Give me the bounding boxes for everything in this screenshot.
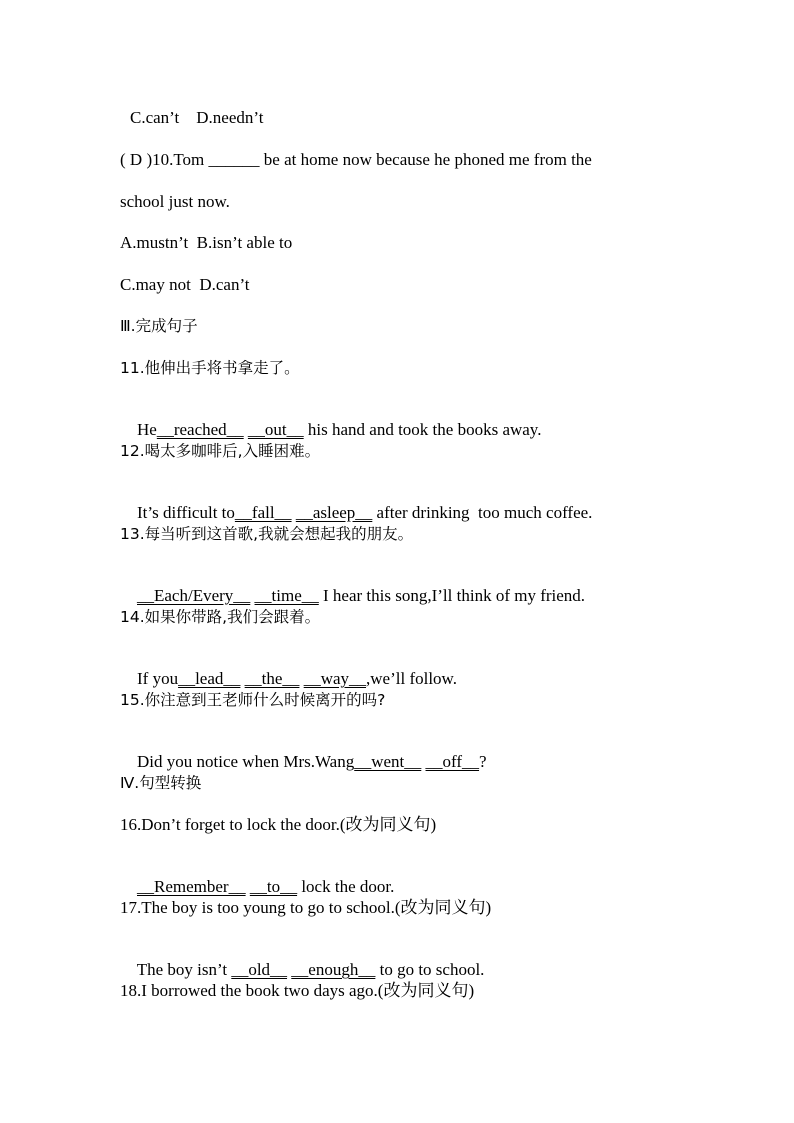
q11-text-pre: He	[137, 420, 157, 439]
q17-stem: 17.The boy is too young to go to school.(改为同义句)	[120, 898, 492, 917]
q14-blank-2: __the__	[244, 669, 300, 688]
q15-blank-1: __went__	[354, 752, 422, 771]
q14-blank-1: __lead__	[178, 669, 241, 688]
q13-blank-1: __Each/Every__	[137, 586, 251, 605]
q17-blank-1: __old__	[231, 960, 288, 979]
q16-blank-2: __to__	[249, 877, 298, 896]
q15-blank-2: __off__	[425, 752, 480, 771]
section-3-heading: Ⅲ.完成句子	[120, 317, 198, 335]
q13-blank-2: __time__	[254, 586, 319, 605]
q11-blank-2: __out__	[247, 420, 304, 439]
q16-stem: 16.Don’t forget to lock the door.(改为同义句)	[120, 815, 437, 834]
q9-options-cd: C.can’t D.needn’t	[130, 108, 264, 127]
q17-text-post: to go to school.	[375, 960, 485, 979]
q10-stem-continued: school just now.	[120, 192, 230, 211]
q14-blank-3: __way__	[303, 669, 367, 688]
q14-answer	[120, 649, 457, 688]
q13-chinese: 13.每当听到这首歌,我就会想起我的朋友。	[120, 525, 414, 543]
q16-blank-1: __Remember__	[137, 877, 246, 896]
q11-answer	[120, 400, 542, 439]
q11-blank-1: __reached__	[156, 420, 244, 439]
q17-blank-2: __enough__	[291, 960, 376, 979]
q18-stem: 18.I borrowed the book two days ago.(改为同义句)	[120, 981, 475, 1000]
q12-text-pre: It’s difficult to	[137, 503, 235, 522]
q15-text-pre: Did you notice when Mrs.Wang	[137, 752, 355, 771]
q13-answer	[120, 566, 586, 605]
q11-text-post: his hand and took the books away.	[303, 420, 542, 439]
q14-text-pre: If you	[137, 669, 179, 688]
q15-chinese: 15.你注意到王老师什么时候离开的吗?	[120, 691, 386, 709]
q12-text-post: after drinking too much coffee.	[372, 503, 593, 522]
q14-text-post: ,we’ll follow.	[366, 669, 457, 688]
q17-text-pre: The boy isn’t	[136, 960, 232, 979]
q12-answer	[120, 483, 593, 522]
q15-text-post: ?	[479, 752, 487, 771]
q10-stem: ( D )10.Tom ______ be at home now because he phoned me from the	[120, 150, 592, 169]
q12-chinese: 12.喝太多咖啡后,入睡困难。	[120, 442, 321, 460]
q11-chinese: 11.他伸出手将书拿走了。	[120, 359, 300, 377]
q12-blank-1: __fall__	[234, 503, 292, 522]
q10-options-ab: A.mustn’t B.isn’t able to	[120, 233, 293, 252]
q15-answer	[120, 732, 487, 771]
q16-text-post: lock the door.	[297, 877, 395, 896]
section-4-heading: Ⅳ.句型转换	[120, 774, 202, 792]
q10-options-cd: C.may not D.can’t	[120, 275, 250, 294]
q17-answer	[120, 940, 485, 979]
q16-answer	[120, 857, 395, 896]
q13-text-post: I hear this song,I’ll think of my friend.	[318, 586, 586, 605]
q14-chinese: 14.如果你带路,我们会跟着。	[120, 608, 321, 626]
q12-blank-2: __asleep__	[295, 503, 373, 522]
